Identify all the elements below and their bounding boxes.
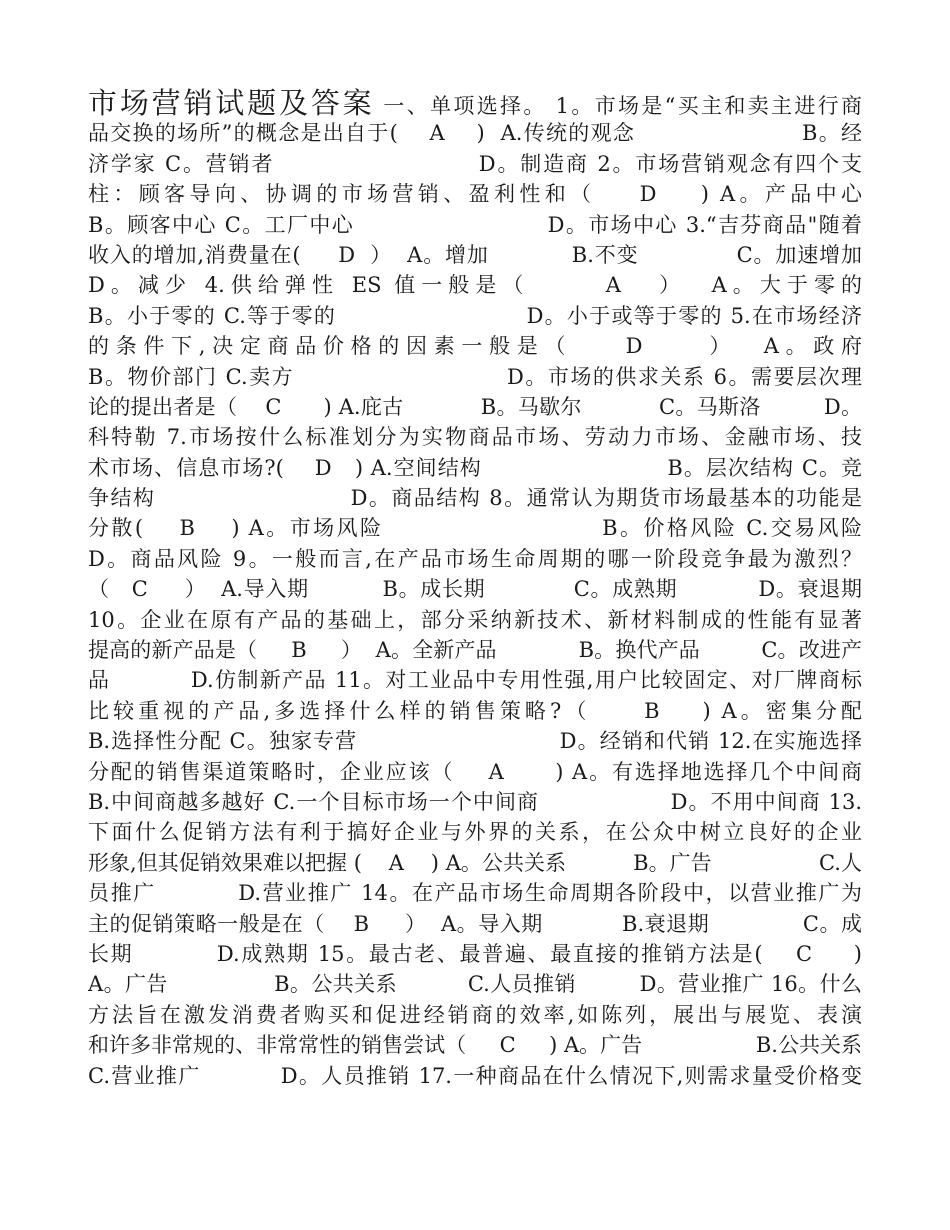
text-line: 争结构 D。商品结构 8。通常认为期货市场最基本的功能是 bbox=[88, 486, 862, 511]
text-line: 下面什么促销方法有利于搞好企业与外界的关系，在公众中树立良好的企业 bbox=[88, 820, 862, 845]
text-line: 分配的销售渠道策略时，企业应该（ A ) A。有选择地选择几个中间商 bbox=[88, 759, 862, 784]
text-line: B。顾客中心 C。工厂中心 D。市场中心 3.“吉芬商品"随着 bbox=[88, 212, 862, 237]
text-line: 和许多非常规的、非常常性的销售尝试（ C ) A。广告 B.公共关系 bbox=[88, 1033, 862, 1058]
text-line: B.中间商越多越好 C.一个目标市场一个中间商 D。不用中间商 13. bbox=[88, 789, 862, 814]
text-line: C.营业推广 D。人员推销 17.一种商品在什么情况下,则需求量受价格变 bbox=[88, 1063, 862, 1088]
text-line: B。物价部门 C.卖方 D。市场的供求关系 6。需要层次理 bbox=[88, 364, 862, 389]
text-line bbox=[88, 88, 862, 118]
text-line: 的条件下,决定商品价格的因素一般是（ D ） A。政府 bbox=[88, 334, 862, 359]
text-line: 主的促销策略一般是在（ B ） A。导入期 B.衰退期 C。成 bbox=[88, 911, 862, 936]
text-line: 长期 D.成熟期 15。最古老、最普遍、最直接的推销方法是( C ) bbox=[88, 941, 862, 966]
text-line: 柱：顾客导向、协调的市场营销、盈利性和（ D ) A。产品中心 bbox=[88, 182, 862, 207]
text-line: 品 D.仿制新产品 11。对工业品中专用性强,用户比较固定、对厂牌商标 bbox=[88, 668, 862, 693]
text-line: 术市场、信息市场?( D ) A.空间结构 B。层次结构 C。竞 bbox=[88, 455, 862, 480]
text-line: B。小于零的 C.等于零的 D。小于或等于零的 5.在市场经济 bbox=[88, 303, 862, 328]
text-line: 科特勒 7.市场按什么标准划分为实物商品市场、劳动力市场、金融市场、技 bbox=[88, 425, 862, 450]
text-line: 提高的新产品是（ B ） A。全新产品 B。换代产品 C。改进产 bbox=[88, 638, 862, 663]
text-line: 形象,但其促销效果难以把握 ( A ) A。公共关系 B。广告 C.人 bbox=[88, 850, 862, 875]
text-line-content: 一、单项选择。 1。市场是“买主和卖主进行商 bbox=[374, 94, 862, 118]
text-line: 员推广 D.营业推广 14。在产品市场生命周期各阶段中，以营业推广为 bbox=[88, 881, 862, 906]
text-line: 品交换的场所”的概念是出自于( A ) A.传统的观念 B。经 bbox=[88, 121, 862, 146]
text-line: （ C ） A.导入期 B。成长期 C。成熟期 D。衰退期 bbox=[88, 577, 862, 602]
text-line: A。广告 B。公共关系 C.人员推销 D。营业推广 16。什么 bbox=[88, 972, 862, 997]
text-line: B.选择性分配 C。独家专营 D。经销和代销 12.在实施选择 bbox=[88, 729, 862, 754]
text-line: 收入的增加,消费量在( D ） A。增加 B.不变 C。加速增加 bbox=[88, 242, 862, 267]
text-line: 10。企业在原有产品的基础上，部分采纳新技术、新材料制成的性能有显著 bbox=[88, 607, 862, 632]
text-line: 分散( B ) A。市场风险 B。价格风险 C.交易风险 bbox=[88, 516, 862, 541]
text-line: 论的提出者是（ C ) A.庇古 B。马歇尔 C。马斯洛 D。 bbox=[88, 394, 862, 419]
text-line: 济学家 C。营销者 D。制造商 2。市场营销观念有四个支 bbox=[88, 151, 862, 176]
text-line: D。减少 4.供给弹性 ES 值一般是（ A ） A。大于零的 bbox=[88, 273, 862, 298]
text-line: D。商品风险 9。一般而言,在产品市场生命周期的哪一阶段竞争最为激烈？ bbox=[88, 546, 862, 571]
text-line: 比较重视的产品,多选择什么样的销售策略?（ B ) A。密集分配 bbox=[88, 698, 862, 723]
document-title: 市场营销试题及答案 bbox=[88, 88, 375, 119]
text-line: 方法旨在激发消费者购买和促进经销商的效率,如陈列，展出与展览、表演 bbox=[88, 1002, 862, 1027]
document-page bbox=[88, 88, 862, 1091]
